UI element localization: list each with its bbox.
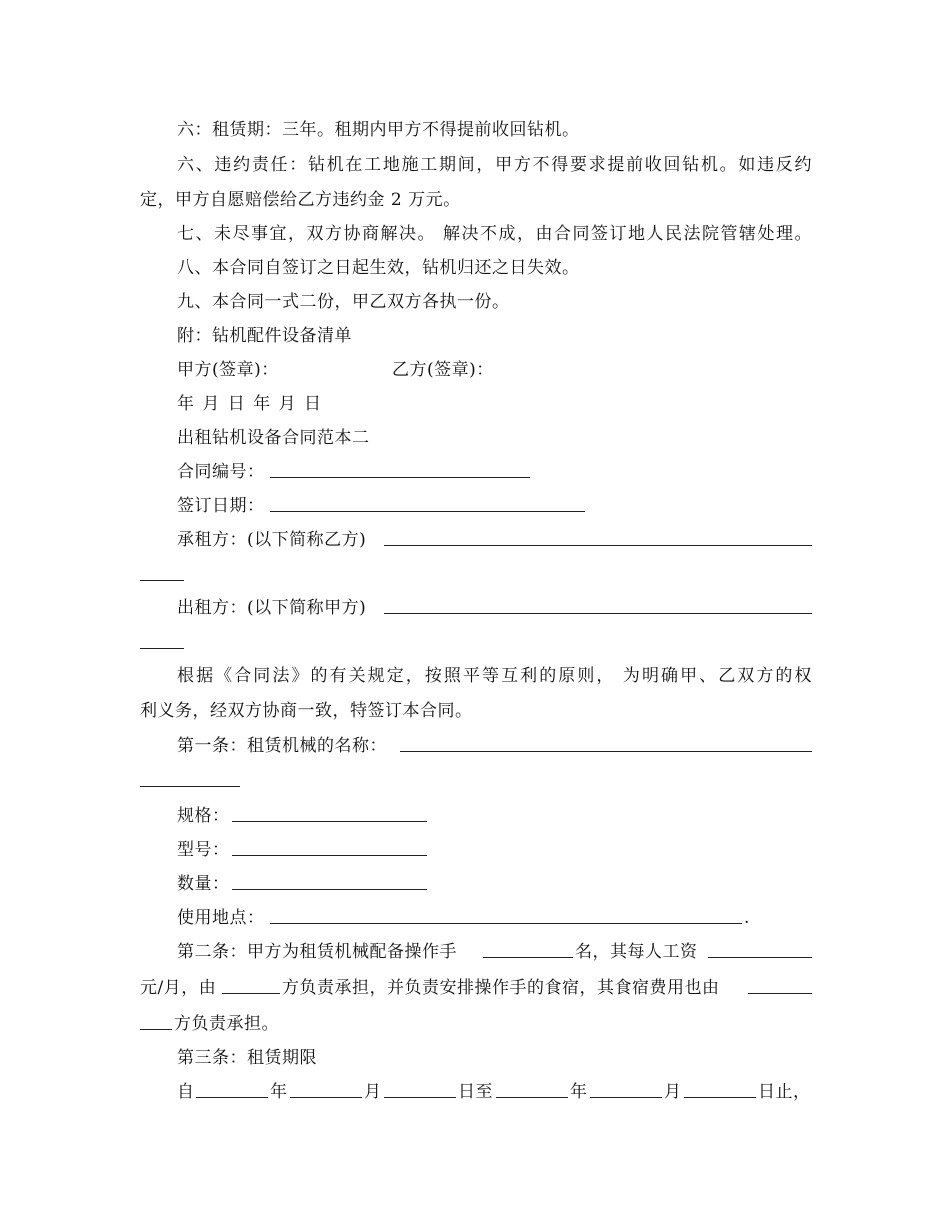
quantity-label: 数量： (177, 874, 230, 894)
spec-label: 规格： (177, 806, 230, 826)
signature-dates: 年 月 日 年 月 日 (177, 394, 322, 414)
lessor-blank (384, 613, 812, 614)
lodging-bearer-blank-cont (140, 1029, 172, 1030)
location-blank (270, 923, 742, 924)
start-month-blank (290, 1097, 362, 1098)
machine-name-blank-cont (140, 786, 240, 787)
clause-lease-term: 六：租赁期：三年。租期内甲方不得提前收回钻机。 (177, 120, 580, 140)
clause-unresolved (177, 222, 812, 246)
party-a-signature: 甲方(签章)： (177, 360, 279, 380)
lessee-label: 承租方：(以下简称乙方) (177, 530, 367, 550)
lease-month-2: 月 (664, 1082, 682, 1102)
end-year-blank (496, 1097, 568, 1098)
sign-date-blank (270, 511, 585, 512)
clause-effective: 八、本合同自签订之日起生效，钻机归还之日失效。 (177, 258, 580, 278)
article2-line1-b: 名，其每人工资 (575, 942, 698, 962)
lessor-blank-cont (140, 648, 184, 649)
start-day-blank (384, 1097, 456, 1098)
contract-number-blank (270, 477, 530, 478)
preamble-line2: 利义务，经双方协商一致，特签订本合同。 (140, 701, 473, 721)
party-b-signature: 乙方(签章)： (392, 360, 494, 380)
article3-title: 第三条：租赁期限 (177, 1048, 317, 1068)
clause-unresolved-text: 七、未尽事宜，双方协商解决。 解决不成，由合同签订地人民法院管辖处理。 (177, 224, 812, 244)
lessee-blank (384, 545, 812, 546)
article2-line2-b: 方负责承担，并负责安排操作手的食宿，其食宿费用也由 (282, 978, 720, 998)
lessor-label: 出租方：(以下简称甲方) (177, 598, 367, 618)
operator-count-blank (483, 957, 573, 958)
lease-period-from: 自 (177, 1082, 195, 1102)
spec-blank (232, 821, 427, 822)
machine-name-blank (400, 751, 812, 752)
clause-breach-line2: 定，甲方自愿赔偿给乙方违约金 2 万元。 (140, 190, 461, 210)
lease-year-1: 年 (270, 1082, 288, 1102)
quantity-blank (232, 889, 427, 890)
lease-day-end: 日止， (758, 1082, 811, 1102)
start-year-blank (196, 1097, 268, 1098)
lease-year-2: 年 (570, 1082, 588, 1102)
appendix-note: 附：钻机配件设备清单 (177, 326, 352, 346)
preamble-line1 (177, 664, 812, 688)
article2-line3: 方负责承担。 (174, 1014, 279, 1034)
location-label: 使用地点： (177, 908, 265, 928)
model-label: 型号： (177, 840, 230, 860)
model-blank (232, 855, 427, 856)
lessee-blank-cont (140, 580, 184, 581)
end-month-blank (590, 1097, 662, 1098)
lease-month-1: 月 (364, 1082, 382, 1102)
wage-bearer-blank (222, 993, 280, 994)
article2-line1-a: 第二条：甲方为租赁机械配备操作手 (177, 942, 457, 962)
preamble-text1: 根据《合同法》的有关规定，按照平等互利的原则， 为明确甲、乙双方的权 (177, 666, 812, 686)
clause-copies: 九、本合同一式二份，甲乙双方各执一份。 (177, 292, 510, 312)
lease-day-to: 日至 (458, 1082, 493, 1102)
article2-line2-a: 元/月，由 (140, 978, 217, 998)
contract-number-label: 合同编号： (177, 462, 265, 482)
lodging-bearer-blank (748, 993, 812, 994)
location-period: . (744, 908, 750, 928)
article1-label: 第一条：租赁机械的名称： (177, 736, 387, 756)
end-day-blank (684, 1097, 756, 1098)
sign-date-label: 签订日期： (177, 496, 265, 516)
wage-blank (708, 957, 812, 958)
clause-breach-text1: 六、违约责任：钻机在工地施工期间，甲方不得要求提前收回钻机。如违反约 (177, 155, 812, 175)
clause-breach-line1 (177, 153, 812, 177)
contract-title: 出租钻机设备合同范本二 (177, 428, 370, 448)
